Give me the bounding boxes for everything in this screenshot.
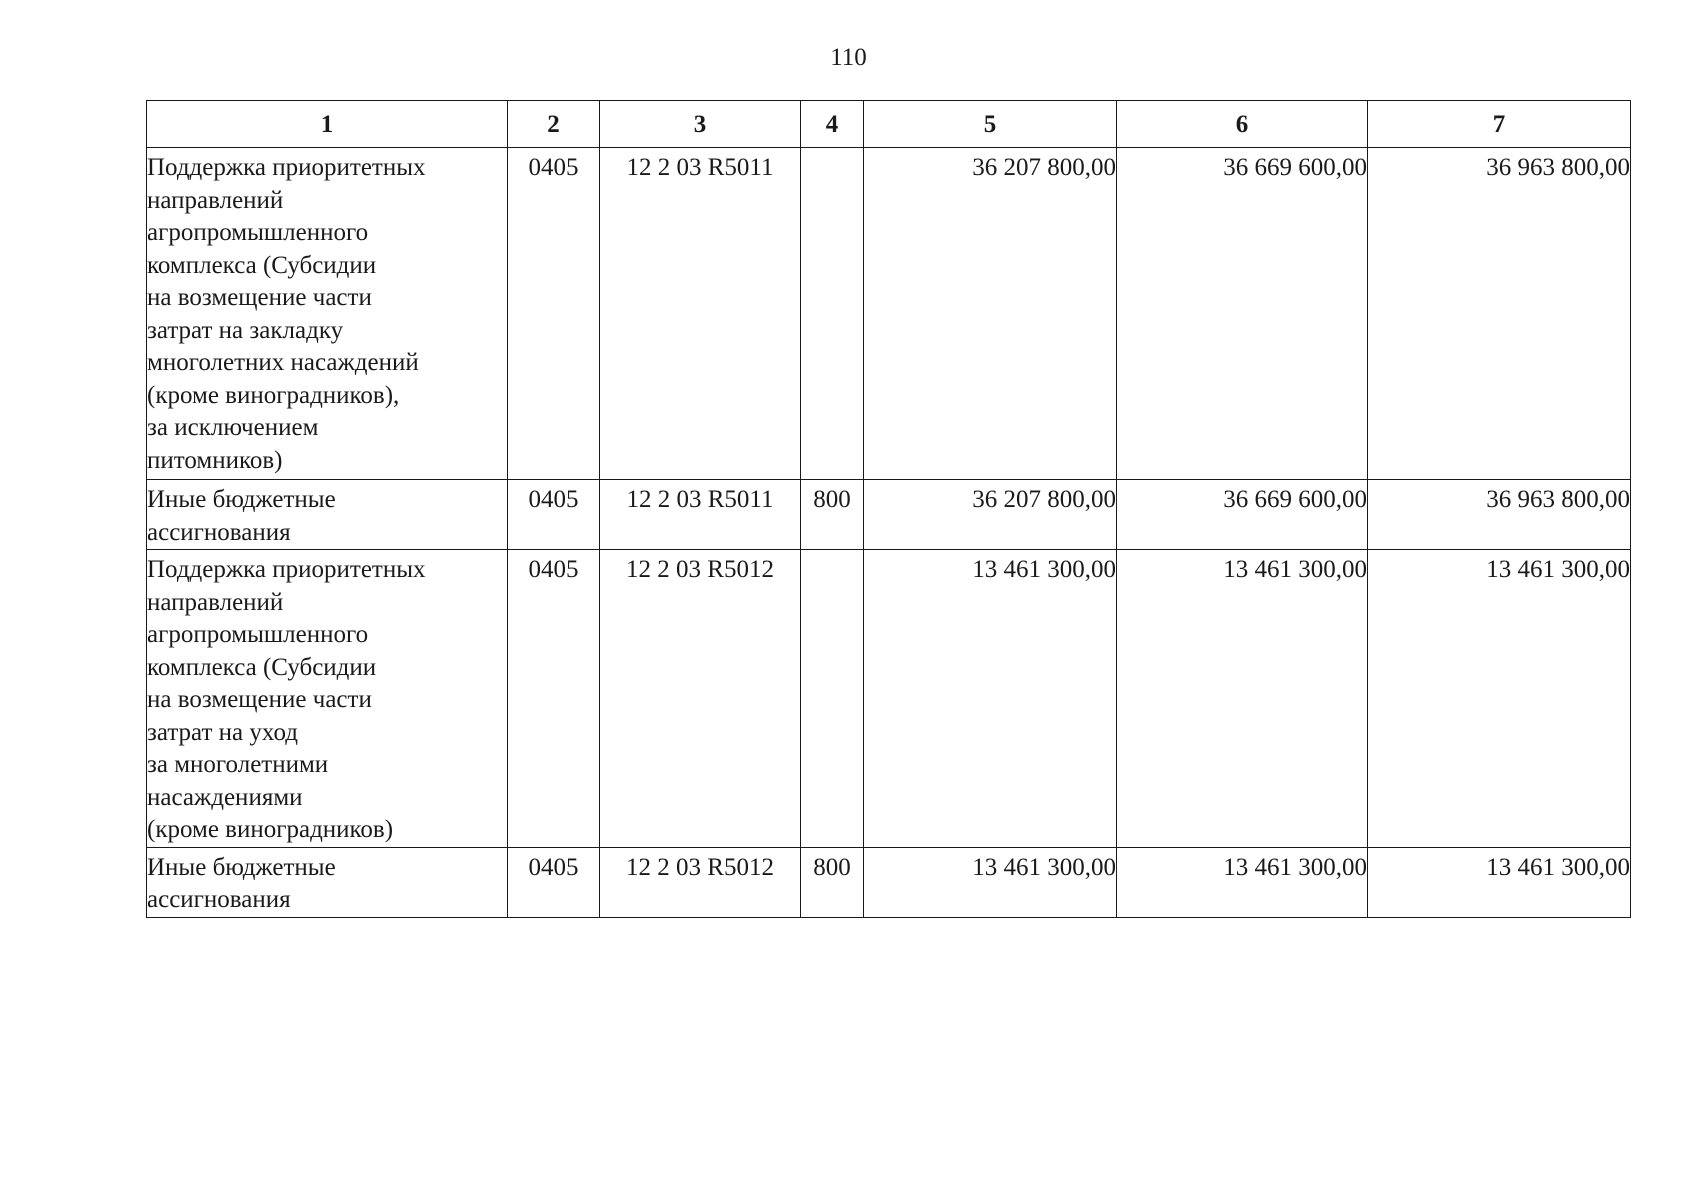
header-col-3: 3 bbox=[600, 101, 801, 148]
item-name-line: агропромышленного bbox=[147, 621, 369, 648]
expense-type-cell bbox=[801, 148, 864, 480]
item-name-line: за исключением bbox=[147, 414, 319, 441]
item-name-cell bbox=[147, 847, 508, 917]
target-article-cell: 12 2 03 R5012 bbox=[600, 550, 801, 848]
item-name-line: питомников) bbox=[147, 446, 283, 474]
table-row bbox=[147, 550, 1631, 848]
table-row bbox=[147, 480, 1631, 550]
section-code-cell: 0405 bbox=[508, 480, 600, 550]
section-code-cell: 0405 bbox=[508, 148, 600, 480]
target-article-cell: 12 2 03 R5011 bbox=[600, 148, 801, 480]
item-name-line: направлений bbox=[147, 588, 284, 616]
item-name-cell bbox=[147, 480, 508, 550]
item-name-line: комплекса (Субсидии bbox=[147, 653, 377, 681]
amount-col-7-cell: 36 963 800,00 bbox=[1368, 148, 1631, 480]
item-name-cell bbox=[147, 148, 508, 480]
header-col-1: 1 bbox=[147, 101, 508, 148]
item-name-line: (кроме виноградников), bbox=[147, 381, 400, 409]
item-name-line: Иные бюджетные bbox=[147, 853, 336, 881]
target-article-cell: 12 2 03 R5011 bbox=[600, 480, 801, 550]
header-col-7: 7 bbox=[1368, 101, 1631, 148]
amount-col-5-cell: 36 207 800,00 bbox=[864, 480, 1117, 550]
expense-type-cell: 800 bbox=[801, 847, 864, 917]
table-row bbox=[147, 148, 1631, 480]
header-col-2: 2 bbox=[508, 101, 600, 148]
item-name-line: Иные бюджетные bbox=[147, 486, 336, 513]
amount-col-5-cell: 13 461 300,00 bbox=[864, 550, 1117, 848]
table-row bbox=[147, 847, 1631, 917]
target-article-cell: 12 2 03 R5012 bbox=[600, 847, 801, 917]
amount-col-6-cell: 13 461 300,00 bbox=[1117, 847, 1368, 917]
item-name-line: насаждениями bbox=[147, 783, 303, 811]
item-name-line: за многолетними bbox=[147, 751, 329, 778]
item-name-line: ассигнования bbox=[147, 886, 291, 913]
page-number: 110 bbox=[830, 44, 867, 71]
expense-type-cell bbox=[801, 550, 864, 848]
item-name-line: направлений bbox=[147, 186, 284, 214]
amount-col-5-cell: 13 461 300,00 bbox=[864, 847, 1117, 917]
expense-type-cell: 800 bbox=[801, 480, 864, 550]
item-name-line: на возмещение части bbox=[147, 284, 372, 311]
item-name-line: затрат на уход bbox=[147, 718, 298, 746]
item-name-cell bbox=[147, 550, 508, 848]
item-name-line: (кроме виноградников) bbox=[147, 816, 394, 843]
amount-col-7-cell: 13 461 300,00 bbox=[1368, 847, 1631, 917]
amount-col-7-cell: 13 461 300,00 bbox=[1368, 550, 1631, 848]
item-name-line: на возмещение части bbox=[147, 686, 372, 713]
amount-col-5-cell: 36 207 800,00 bbox=[864, 148, 1117, 480]
item-name-line: Поддержка приоритетных bbox=[147, 556, 426, 583]
item-name-line: многолетних насаждений bbox=[147, 349, 419, 376]
item-name-line: затрат на закладку bbox=[147, 316, 344, 344]
amount-col-6-cell: 13 461 300,00 bbox=[1117, 550, 1368, 848]
header-row bbox=[147, 101, 1631, 148]
item-name-line: Поддержка приоритетных bbox=[147, 154, 426, 181]
amount-col-6-cell: 36 669 600,00 bbox=[1117, 480, 1368, 550]
header-col-5: 5 bbox=[864, 101, 1117, 148]
item-name-line: комплекса (Субсидии bbox=[147, 251, 377, 279]
item-name-line: агропромышленного bbox=[147, 219, 369, 246]
section-code-cell: 0405 bbox=[508, 847, 600, 917]
section-code-cell: 0405 bbox=[508, 550, 600, 848]
item-name-line: ассигнования bbox=[147, 518, 291, 546]
amount-col-6-cell: 36 669 600,00 bbox=[1117, 148, 1368, 480]
header-col-6: 6 bbox=[1117, 101, 1368, 148]
amount-col-7-cell: 36 963 800,00 bbox=[1368, 480, 1631, 550]
budget-table bbox=[146, 100, 1631, 918]
header-col-4: 4 bbox=[801, 101, 864, 148]
